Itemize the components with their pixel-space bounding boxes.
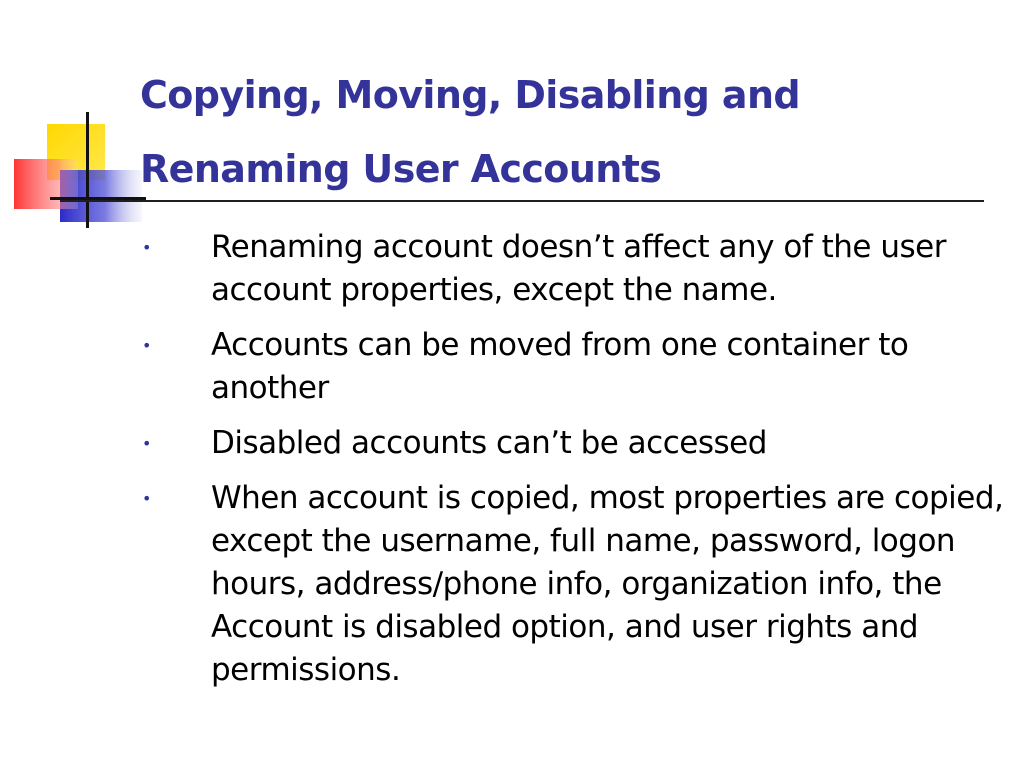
bullet-text: Disabled accounts can’t be accessed bbox=[211, 425, 767, 461]
bullet-icon: • bbox=[142, 238, 151, 257]
title-line-2: Renaming User Accounts bbox=[140, 147, 662, 191]
bullet-item bbox=[140, 477, 1012, 692]
title-divider bbox=[60, 200, 984, 202]
bullet-text: Renaming account doesn’t affect any of the user account properties, except the name. bbox=[211, 229, 946, 308]
deco-vertical-line bbox=[86, 112, 89, 228]
bullet-item bbox=[140, 226, 1012, 312]
bullet-text: Accounts can be moved from one container to another bbox=[211, 327, 909, 406]
slide-title bbox=[140, 58, 1000, 206]
bullet-item bbox=[140, 324, 1012, 410]
bullet-text: When account is copied, most properties are copied, except the username, full name, password, logon hours, address/phone info, organization info, the Account is disabled option, and user rights and permissions. bbox=[211, 480, 1004, 688]
bullet-icon: • bbox=[142, 434, 151, 453]
colored-squares-crosshair-icon bbox=[0, 0, 150, 240]
bullet-icon: • bbox=[142, 489, 151, 508]
bullet-item bbox=[140, 422, 1012, 465]
bullet-list bbox=[140, 226, 1012, 704]
title-line-1: Copying, Moving, Disabling and bbox=[140, 73, 801, 117]
bullet-icon: • bbox=[142, 336, 151, 355]
